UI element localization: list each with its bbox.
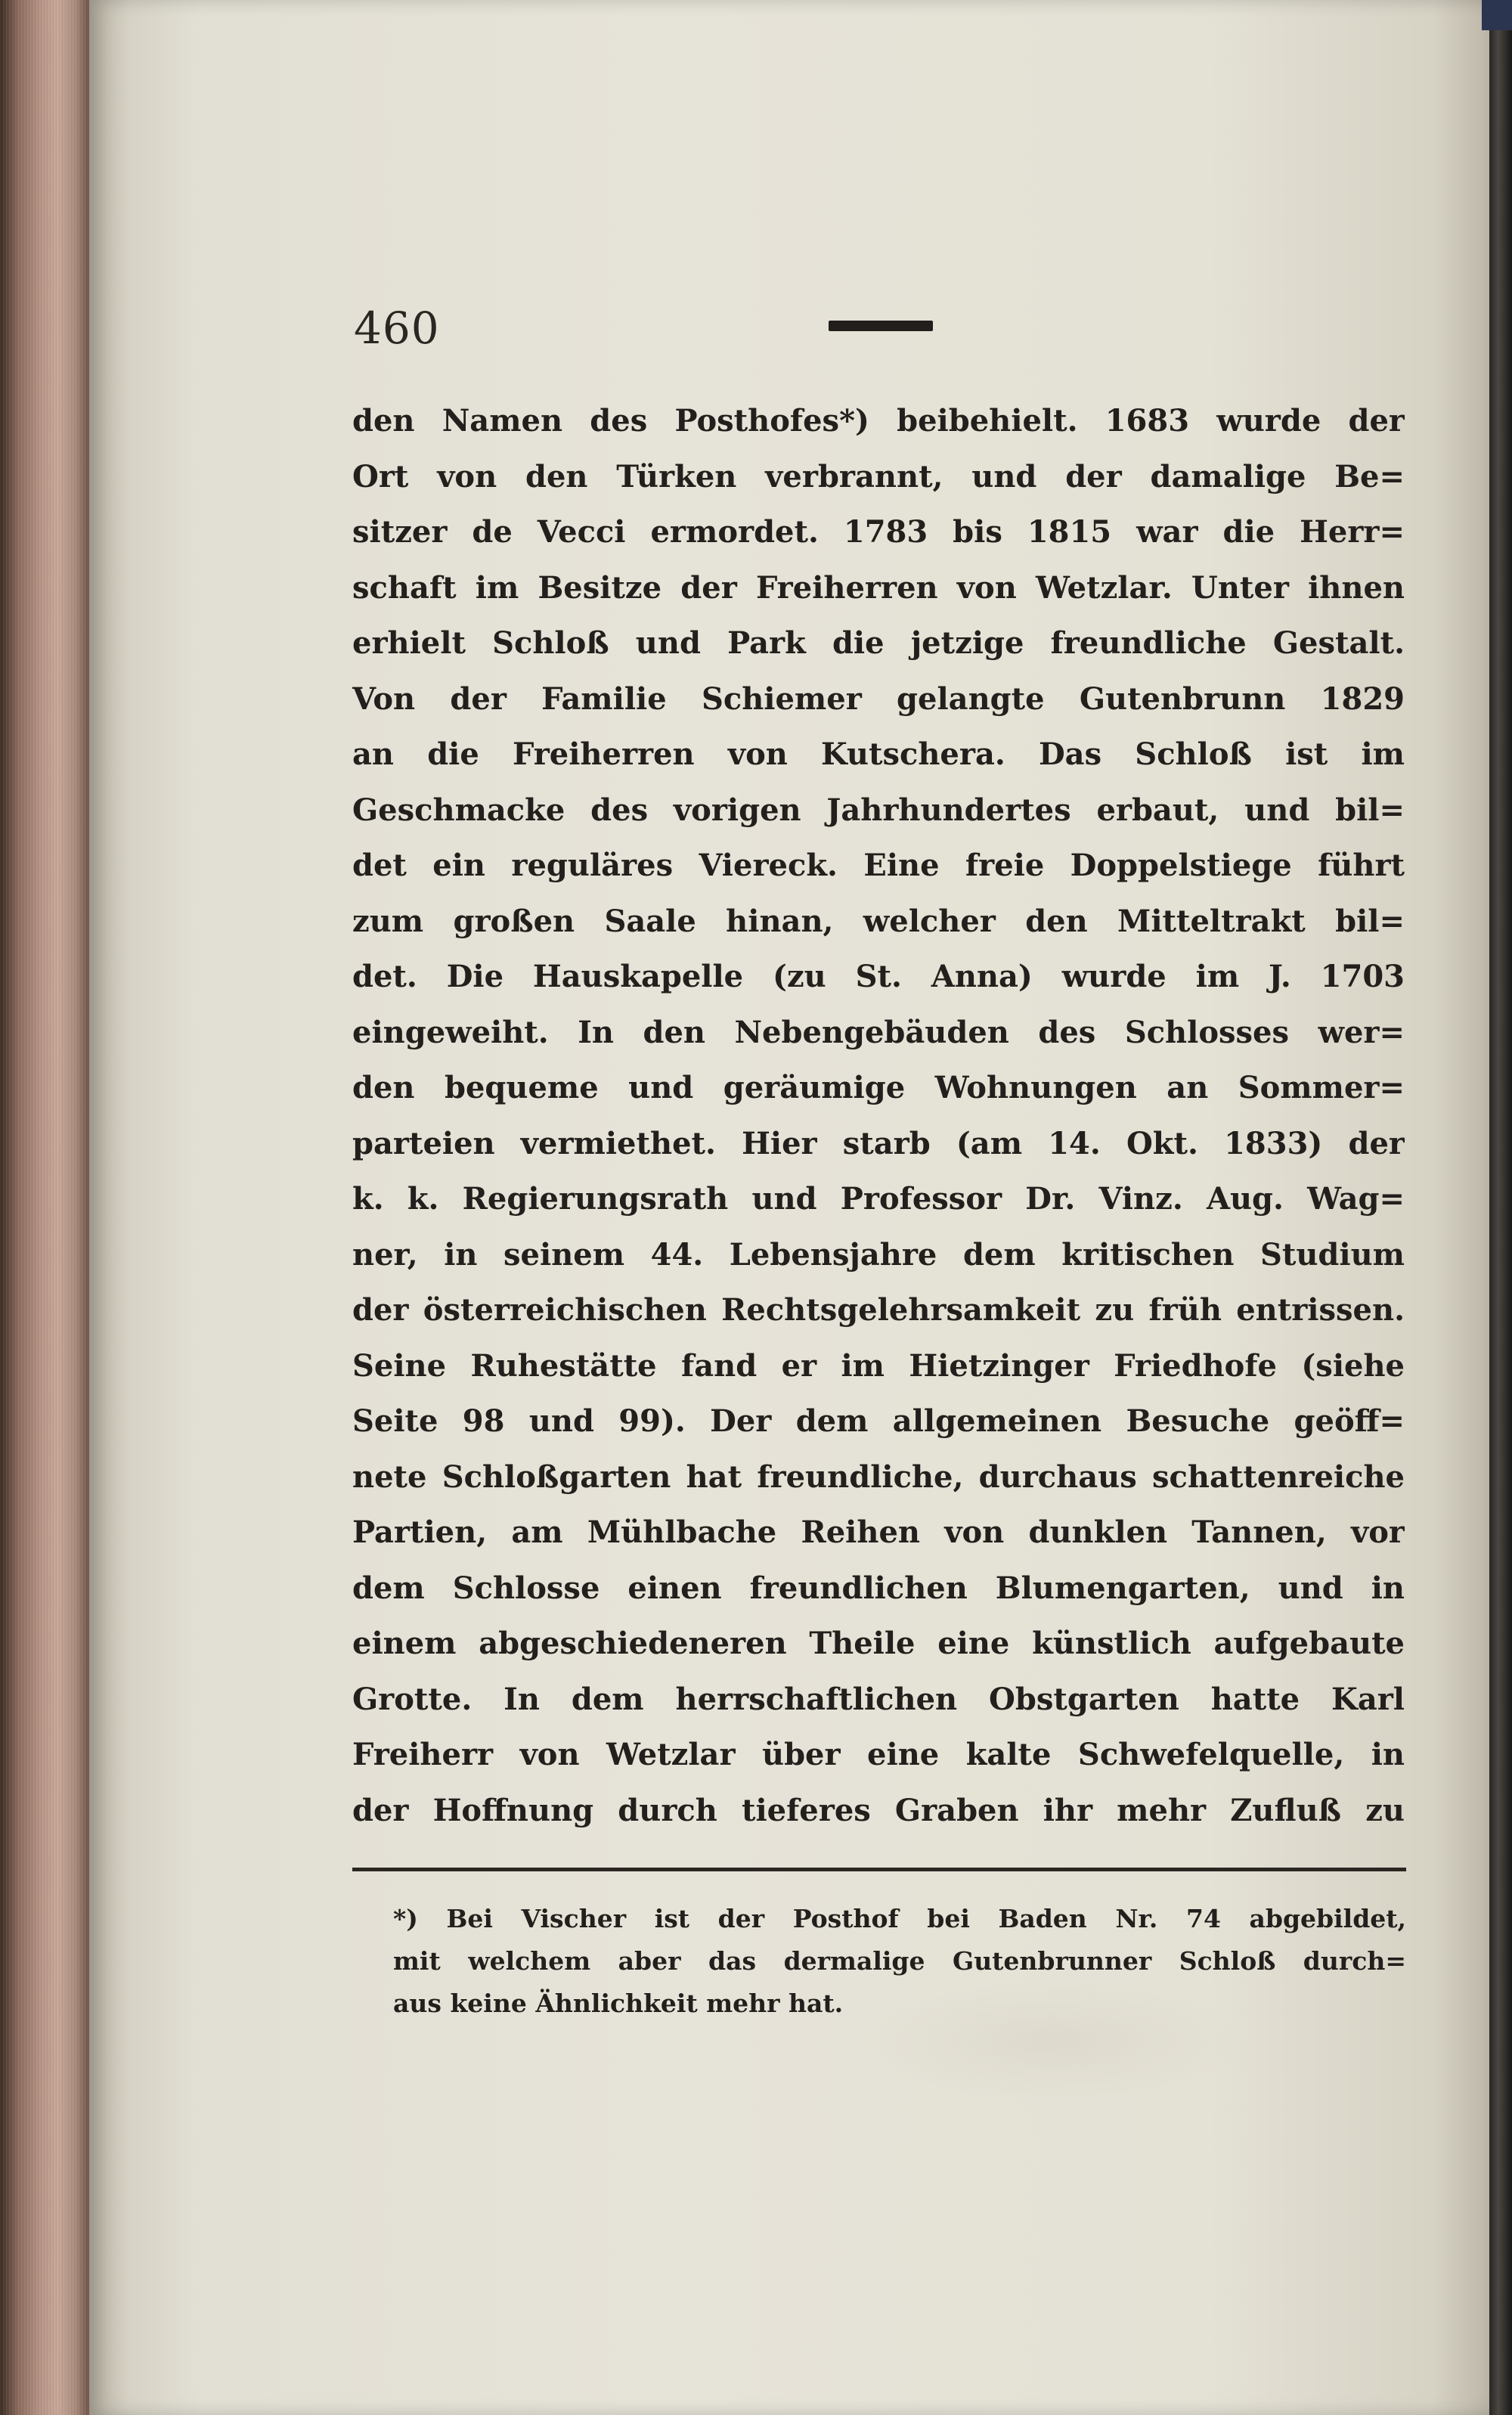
book-cover-edge xyxy=(1489,0,1512,2415)
text-line: nete Schloßgarten hat freundliche, durchaus schattenreiche xyxy=(352,1459,1405,1495)
text-line: sitzer de Vecci ermordet. 1783 bis 1815 war die Herr= xyxy=(352,514,1405,550)
footnote-rule xyxy=(352,1868,1406,1871)
text-line: det. Die Hauskapelle (zu St. Anna) wurde im J. 1703 xyxy=(352,959,1405,994)
text-line: der Hoffnung durch tieferes Graben ihr mehr Zufluß zu xyxy=(352,1792,1405,1828)
text-line: schaft im Besitze der Freiherren von Wetzlar. Unter ihnen xyxy=(352,569,1405,606)
text-line: dem Schlosse einen freundlichen Blumengarten, und in xyxy=(352,1570,1405,1606)
page-number: 460 xyxy=(354,302,440,354)
text-line: den Namen des Posthofes*) beibehielt. 1683 wurde der xyxy=(352,403,1405,439)
text-line: erhielt Schloß und Park die jetzige freundliche Gestalt. xyxy=(352,625,1405,661)
page-edges xyxy=(0,0,89,2415)
text-line: Ort von den Türken verbrannt, und der damalige Be= xyxy=(352,458,1405,494)
text-line: an die Freiherren von Kutschera. Das Schloß ist im xyxy=(352,736,1405,772)
text-line: Von der Familie Schiemer gelangte Gutenbrunn 1829 xyxy=(352,680,1405,717)
text-line: Grotte. In dem herrschaftlichen Obstgarten hatte Karl xyxy=(352,1681,1405,1717)
page-header xyxy=(354,302,1405,363)
text-line: einem abgeschiedeneren Theile eine künstlich aufgebaute xyxy=(352,1626,1405,1661)
text-line: parteien vermiethet. Hier starb (am 14. Okt. 1833) der xyxy=(352,1125,1405,1161)
text-line: den bequeme und geräumige Wohnungen an Sommer= xyxy=(352,1070,1405,1105)
text-line: Seine Ruhestätte fand er im Hietzinger Friedhofe (siehe xyxy=(352,1347,1405,1384)
text-line: k. k. Regierungsrath und Professor Dr. Vinz. Aug. Wag= xyxy=(352,1181,1405,1217)
footnote-line: aus keine Ähnlichkeit mehr hat. xyxy=(393,1989,844,2018)
footnote-line: mit welchem aber das dermalige Gutenbrunner Schloß durch= xyxy=(393,1946,1406,1976)
header-ornament-rule xyxy=(829,321,933,331)
text-line: Seite 98 und 99). Der dem allgemeinen Besuche geöff= xyxy=(352,1403,1405,1439)
text-line: zum großen Saale hinan, welcher den Mitteltrakt bil= xyxy=(352,903,1405,939)
body-text xyxy=(352,393,1405,1838)
text-line: Freiherr von Wetzlar über eine kalte Schwefelquelle, in xyxy=(352,1737,1405,1772)
text-line: eingeweiht. In den Nebengebäuden des Schlosses wer= xyxy=(352,1014,1405,1050)
text-line: der österreichischen Rechtsgelehrsamkeit zu früh entrissen. xyxy=(352,1292,1405,1328)
cover-corner xyxy=(1482,0,1512,30)
text-line: Partien, am Mühlbache Reihen von dunklen Tannen, vor xyxy=(352,1514,1405,1550)
text-line: Geschmacke des vorigen Jahrhundertes erbaut, und bil= xyxy=(352,792,1405,828)
text-line: ner, in seinem 44. Lebensjahre dem kritischen Studium xyxy=(352,1236,1405,1273)
text-line: det ein reguläres Viereck. Eine freie Doppelstiege führt xyxy=(352,848,1405,883)
footnote-line: *) Bei Vischer ist der Posthof bei Baden Nr. 74 abgebildet, xyxy=(393,1904,1406,1933)
show-through-stain xyxy=(862,1981,1240,2102)
